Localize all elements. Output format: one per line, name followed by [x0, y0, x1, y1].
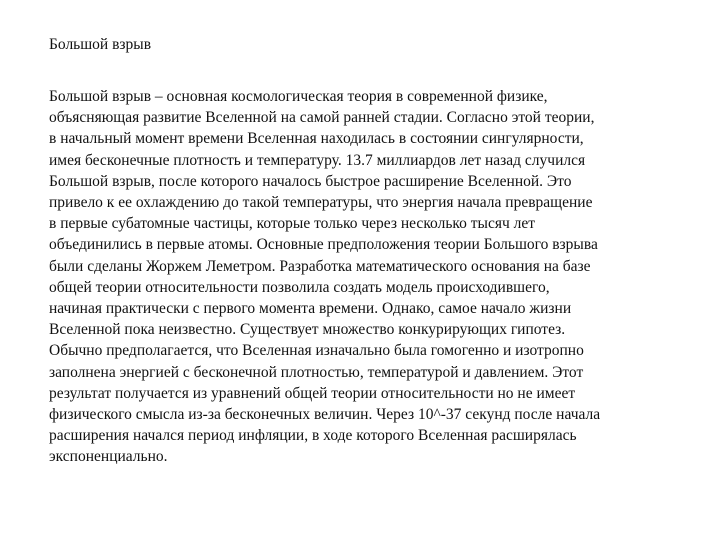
body-line: в начальный момент времени Вселенная находилась в состоянии сингулярности, [49, 130, 584, 148]
body-line: экспоненциально. [49, 448, 168, 466]
body-line: в первые субатомные частицы, которые только через несколько тысяч лет [49, 215, 536, 233]
document-body [49, 86, 689, 468]
body-line: Большой взрыв – основная космологическая теория в современной физике, [49, 88, 548, 105]
body-line: объясняющая развитие Вселенной на самой ранней стадии. Согласно этой теории, [49, 109, 595, 127]
body-line: результат получается из уравнений общей теории относительности но не имеет [49, 384, 576, 402]
body-line: были сделаны Жоржем Леметром. Разработка математического основания на базе [49, 257, 591, 275]
document-title: Большой взрыв [49, 36, 152, 53]
body-line: имея бесконечные плотность и температуру. 13.7 миллиардов лет назад случился [49, 151, 586, 169]
body-line: Обычно предполагается, что Вселенная изначально была гомогенно и изотропно [49, 342, 584, 360]
body-line: физического смысла из-за бесконечных величин. Через 10^-37 секунд после начала [49, 406, 601, 424]
body-line: Вселенной пока неизвестно. Существует множество конкурирующих гипотез. [49, 321, 566, 339]
body-line: заполнена энергией с бесконечной плотностью, температурой и давлением. Этот [49, 363, 584, 381]
body-line: общей теории относительности позволила создать модель происходившего, [49, 278, 550, 296]
body-line: привело к ее охлаждению до такой температуры, что энергия начала превращение [49, 194, 593, 212]
body-line: начиная практически с первого момента времени. Однако, самое начало жизни [49, 300, 572, 318]
document-page [49, 0, 689, 540]
body-line: расширения начался период инфляции, в ходе которого Вселенная расширялась [49, 427, 577, 445]
body-line: объединились в первые атомы. Основные предположения теории Большого взрыва [49, 236, 598, 254]
body-line: Большой взрыв, после которого началось быстрое расширение Вселенной. Это [49, 172, 572, 190]
